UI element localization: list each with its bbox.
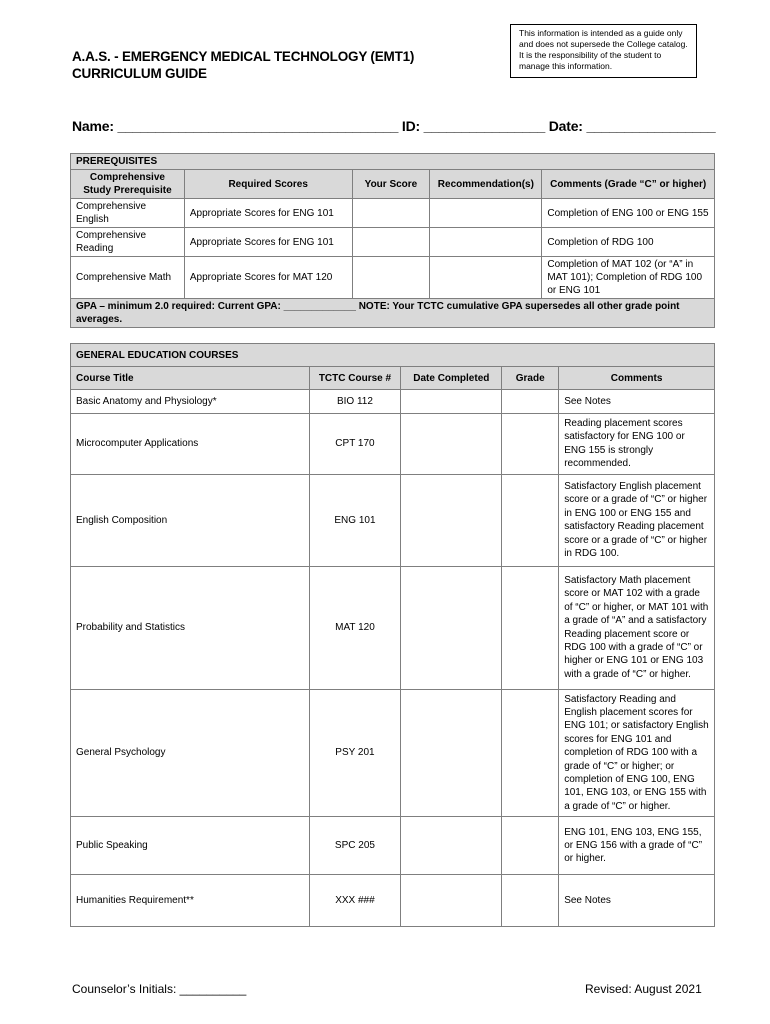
date-label: Date: (548, 118, 583, 134)
date-completed-cell[interactable] (401, 875, 502, 927)
table-row (71, 875, 715, 927)
course-title-cell: Humanities Requirement** (71, 875, 310, 927)
comments-cell: Completion of MAT 102 (or “A” in MAT 101); Completion of RDG 100 or ENG 101 (542, 257, 715, 299)
general-education-table (70, 343, 715, 927)
comments-cell: Satisfactory English placement score or a grade of “C” or higher in ENG 100 or ENG 155 and satisfactory Reading placement score or a grade of “C” or higher in RDG 100. (559, 474, 715, 566)
course-number-cell: SPC 205 (309, 817, 401, 875)
score-cell[interactable] (352, 228, 430, 257)
col-header-recommendation: Recommendation(s) (430, 170, 542, 199)
required-cell: Appropriate Scores for ENG 101 (184, 199, 352, 228)
course-number-cell: MAT 120 (309, 566, 401, 689)
name-field[interactable]: _____________________________________ (117, 118, 399, 134)
comments-cell: Satisfactory Math placement score or MAT 102 with a grade of “C” or higher, or MAT 101 with a grade of “A” and a satisfactory Reading placement score or RDG 100 with a grade of “C” or higher or ENG 101 or ENG 103 with a grade of “C” or higher. (559, 566, 715, 689)
gpa-note: GPA – minimum 2.0 required: Current GPA: _____________ NOTE: Your TCTC cumulative GPA supersedes all other grade point averages. (71, 299, 715, 328)
date-completed-cell[interactable] (401, 566, 502, 689)
grade-cell[interactable] (502, 817, 559, 875)
table-row (71, 566, 715, 689)
required-cell: Appropriate Scores for ENG 101 (184, 228, 352, 257)
course-title-cell: Basic Anatomy and Physiology* (71, 390, 310, 414)
required-cell: Appropriate Scores for MAT 120 (184, 257, 352, 299)
course-title-cell: Microcomputer Applications (71, 414, 310, 475)
comments-cell: See Notes (559, 390, 715, 414)
course-title-cell: Probability and Statistics (71, 566, 310, 689)
grade-cell[interactable] (502, 689, 559, 817)
date-completed-cell[interactable] (401, 689, 502, 817)
id-field[interactable]: ________________ (423, 118, 546, 134)
study-cell: Comprehensive English (71, 199, 185, 228)
counselor-initials: Counselor’s Initials: __________ (72, 982, 247, 996)
col-header-date-completed: Date Completed (401, 367, 502, 390)
date-completed-cell[interactable] (401, 390, 502, 414)
disclaimer-box: This information is intended as a guide only and does not supersede the College catalog. It is the responsibility of the student to manage this information. (510, 24, 697, 78)
table-row (71, 390, 715, 414)
col-header-score: Your Score (352, 170, 430, 199)
grade-cell[interactable] (502, 414, 559, 475)
date-field[interactable]: _________________ (586, 118, 716, 134)
gened-section-title: GENERAL EDUCATION COURSES (71, 344, 715, 367)
table-row (71, 689, 715, 817)
prerequisites-section-title: PREREQUISITES (71, 154, 715, 170)
course-title-cell: General Psychology (71, 689, 310, 817)
col-header-study: Comprehensive Study Prerequisite (71, 170, 185, 199)
col-header-comments: Comments (559, 367, 715, 390)
col-header-required: Required Scores (184, 170, 352, 199)
comments-cell: Completion of ENG 100 or ENG 155 (542, 199, 715, 228)
student-info-line (72, 118, 715, 134)
name-label: Name: (72, 118, 114, 134)
table-row (71, 817, 715, 875)
course-number-cell: CPT 170 (309, 414, 401, 475)
score-cell[interactable] (352, 199, 430, 228)
date-completed-cell[interactable] (401, 817, 502, 875)
study-cell: Comprehensive Reading (71, 228, 185, 257)
revised-date: Revised: August 2021 (585, 982, 702, 996)
grade-cell[interactable] (502, 474, 559, 566)
comments-cell: See Notes (559, 875, 715, 927)
grade-cell[interactable] (502, 875, 559, 927)
recommendation-cell[interactable] (430, 199, 542, 228)
grade-cell[interactable] (502, 566, 559, 689)
comments-cell: Reading placement scores satisfactory for ENG 100 or ENG 155 is strongly recommended. (559, 414, 715, 475)
course-title-cell: English Composition (71, 474, 310, 566)
prerequisites-table (70, 153, 715, 328)
course-number-cell: PSY 201 (309, 689, 401, 817)
comments-cell: Satisfactory Reading and English placement scores for ENG 101; or satisfactory English scores for ENG 101 and completion of RDG 100 with a grade of “C” or higher; or completion of ENG 100, ENG 101, ENG 103, or ENG 155 with a grade of “C” or higher. (559, 689, 715, 817)
document-title (72, 48, 414, 82)
col-header-comments: Comments (Grade “C” or higher) (542, 170, 715, 199)
comments-cell: ENG 101, ENG 103, ENG 155, or ENG 156 with a grade of “C” or higher. (559, 817, 715, 875)
col-header-grade: Grade (502, 367, 559, 390)
table-row (71, 228, 715, 257)
recommendation-cell[interactable] (430, 257, 542, 299)
table-row (71, 257, 715, 299)
course-title-cell: Public Speaking (71, 817, 310, 875)
grade-cell[interactable] (502, 390, 559, 414)
table-row (71, 414, 715, 475)
date-completed-cell[interactable] (401, 414, 502, 475)
title-line-2: CURRICULUM GUIDE (72, 66, 207, 81)
date-completed-cell[interactable] (401, 474, 502, 566)
col-header-course-title: Course Title (71, 367, 310, 390)
table-row (71, 474, 715, 566)
score-cell[interactable] (352, 257, 430, 299)
course-number-cell: BIO 112 (309, 390, 401, 414)
id-label: ID: (401, 118, 420, 134)
course-number-cell: XXX ### (309, 875, 401, 927)
comments-cell: Completion of RDG 100 (542, 228, 715, 257)
recommendation-cell[interactable] (430, 228, 542, 257)
study-cell: Comprehensive Math (71, 257, 185, 299)
course-number-cell: ENG 101 (309, 474, 401, 566)
title-line-1: A.A.S. - EMERGENCY MEDICAL TECHNOLOGY (EMT1) (72, 49, 415, 64)
col-header-course-number: TCTC Course # (309, 367, 401, 390)
table-row (71, 199, 715, 228)
